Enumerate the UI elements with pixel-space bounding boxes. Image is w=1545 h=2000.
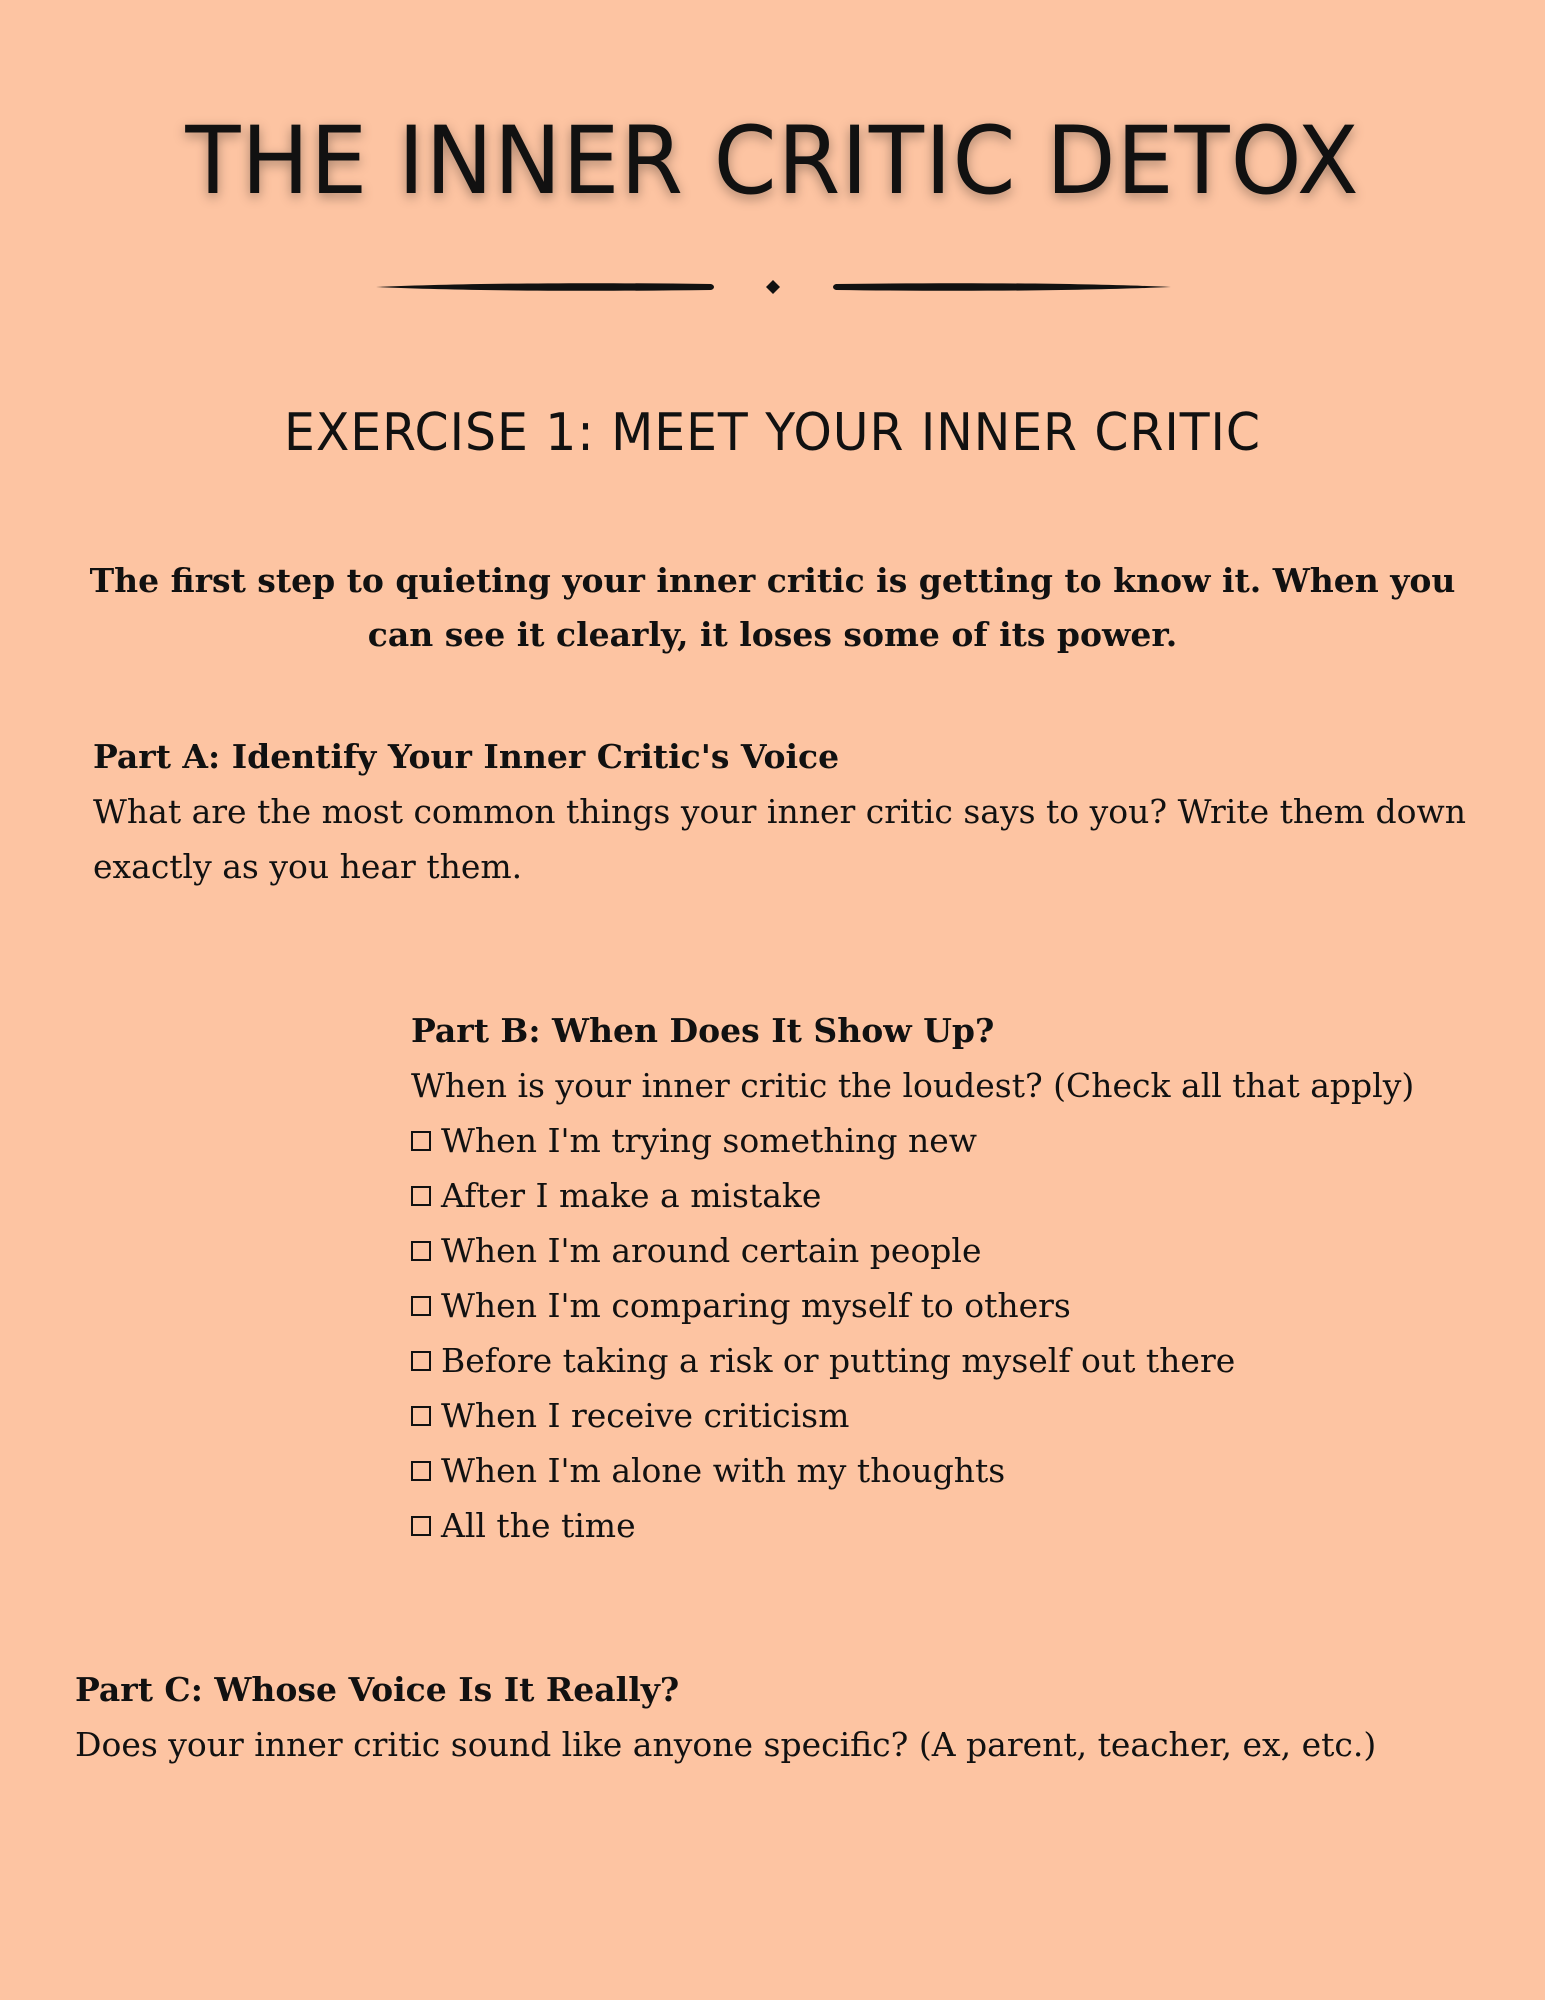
checklist-option-risk[interactable] [411,1333,1531,1388]
checkbox-icon[interactable] [411,1131,431,1151]
checklist-option-label: When I'm alone with my thoughts [441,1451,1006,1490]
checklist-option-criticism[interactable] [411,1388,1531,1443]
part-c-prompt: Does your inner critic sound like anyone specific? (A parent, teacher, ex, etc.) [75,1725,1377,1764]
decorative-divider [376,272,1171,302]
part-a-prompt: What are the most common things your inner critic says to you? Write them down exactly as you hear them. [93,792,1466,886]
checkbox-icon[interactable] [411,1461,431,1481]
worksheet-title: THE INNER CRITIC DETOX [185,107,1360,216]
part-b-prompt: When is your inner critic the loudest? (Check all that apply) [411,1066,1415,1105]
checklist-option-after-mistake[interactable] [411,1168,1531,1223]
checklist-option-label: When I'm around certain people [441,1231,982,1270]
intro-text: The first step to quieting your inner critic is getting to know it. When you can see it clearly, it loses some of its power. [89,561,1456,654]
part-b-heading: Part B: When Does It Show Up? [411,1011,995,1050]
checklist-option-certain-people[interactable] [411,1223,1531,1278]
divider-diamond-icon [766,280,780,294]
checkbox-icon[interactable] [411,1516,431,1536]
checklist-option-all-time[interactable] [411,1498,1531,1553]
checklist-option-alone[interactable] [411,1443,1531,1498]
checklist-option-comparing[interactable] [411,1278,1531,1333]
checkbox-icon[interactable] [411,1186,431,1206]
part-c-section [75,1663,1505,1772]
divider-left-line [376,283,714,291]
checklist-option-label: All the time [441,1506,636,1545]
checklist-option-trying-new[interactable] [411,1113,1531,1168]
checkbox-icon[interactable] [411,1296,431,1316]
checkbox-icon[interactable] [411,1406,431,1426]
checklist-option-label: After I make a mistake [441,1176,822,1215]
part-a-section [93,730,1473,894]
part-a-heading: Part A: Identify Your Inner Critic's Voice [93,737,840,776]
checkbox-icon[interactable] [411,1241,431,1261]
divider-right-line [833,283,1171,291]
checklist-option-label: When I'm trying something new [441,1121,978,1160]
checklist-option-label: When I receive criticism [441,1396,850,1435]
part-c-heading: Part C: Whose Voice Is It Really? [75,1670,680,1709]
checklist-option-label: Before taking a risk or putting myself out there [441,1341,1236,1380]
checkbox-icon[interactable] [411,1351,431,1371]
situation-checklist [411,1113,1531,1553]
checklist-option-label: When I'm comparing myself to others [441,1286,1071,1325]
part-b-section [411,1004,1531,1553]
exercise-title: EXERCISE 1: MEET YOUR INNER CRITIC [284,403,1261,463]
